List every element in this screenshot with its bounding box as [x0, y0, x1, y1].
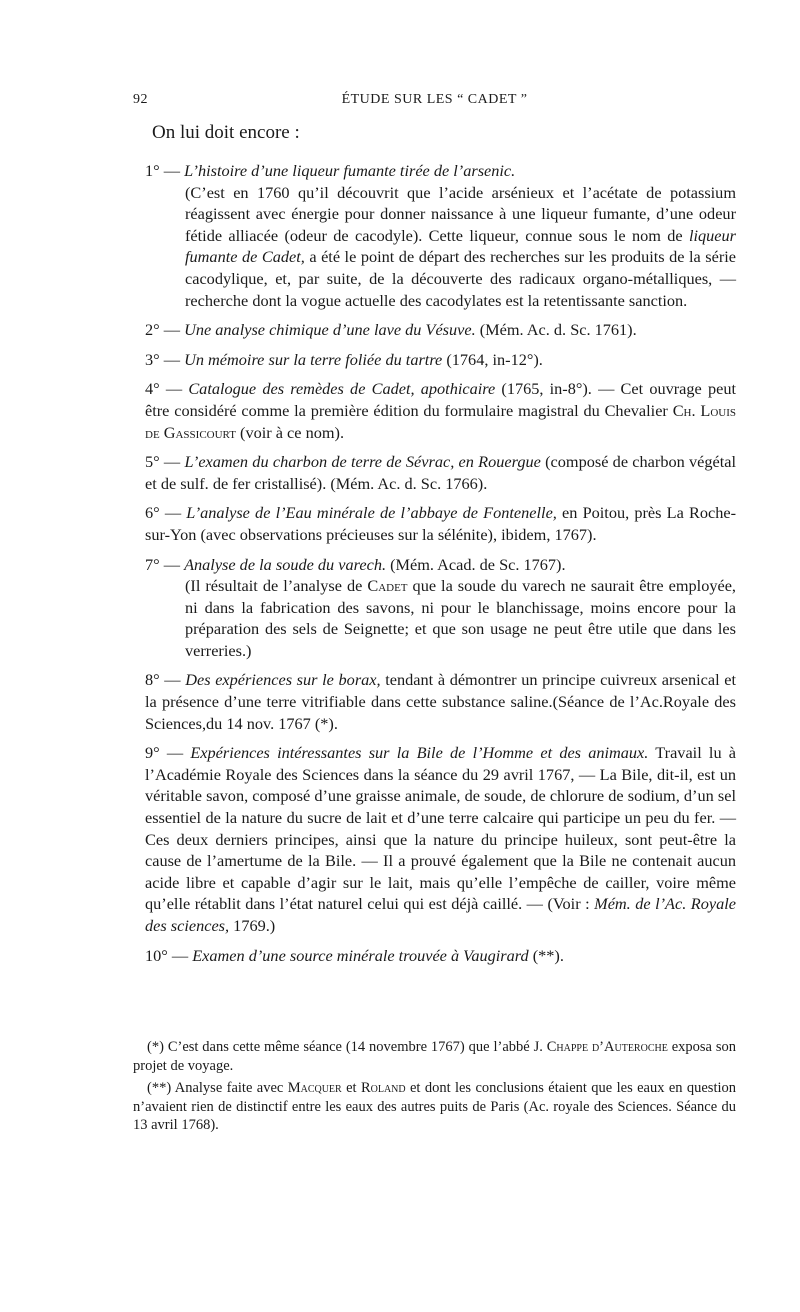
- entry-reference: Travail lu à l’Académie Royale des Sciences dans la séance du 29 avril 1767, — La Bile, dit-il, est un véritable savon, composé d’une graisse animale, de soude, de chlorure de sodium, d’un sel essentiel de la nature du sucre de lait et d’une terre calcaire qui participe un peu du fer. — Ces deux derniers principes, ainsi que la nature du principe huileux, sont peut-être la cause de l’amertume de la Bile. — Il a prouvé également que la Bile ne contenait aucun acide libre et capable d’agir sur le lait, mais qu’elle l’empêche de cailler, voire même qu’elle rétablit dans l’état naturel celui qui est déjà caillé. — (Voir :: [145, 743, 737, 914]
- person-name: Macquer: [287, 1080, 342, 1096]
- work-entry-1: 1° — L’histoire d’une liqueur fumante tirée de l’arsenic. (C’est en 1760 qu’il découvrit que l’acide arsénieux et l’acétate de potassium réagissent avec énergie pour donner naissance à une liqueur fumante, d’une odeur fétide alliacée (odeur de cacodyle). Cette liqueur, connue sous le nom de liqueur fumante de Cadet, a été le point de départ des recherches sur les produits de la série cacodylique, et, par suite, de la découverte des radicaux organo-métalliques, — recherche dont la vogue actuelle des cacodylates est la retentissante sanction.: [133, 160, 736, 311]
- intro-line: On lui doit encore :: [152, 122, 300, 143]
- entry-reference: (composé de charbon végétal et de sulf. de fer cristallisé). (Mém. Ac. d. Sc. 1766).: [145, 452, 737, 493]
- entry-number: 9°: [145, 743, 160, 763]
- work-entry-6: 6° — L’analyse de l’Eau minérale de l’abbaye de Fontenelle, en Poitou, près La Roche-sur-Yon (avec observations précieuses sur la sélénite), ibidem, 1767).: [145, 503, 736, 544]
- footnotes: [133, 1038, 736, 1139]
- work-entry-4: 4° — Catalogue des remèdes de Cadet, apothicaire (1765, in-8°). — Cet ouvrage peut être considéré comme la première édition du formulaire magistral du Chevalier Ch. Louis de Gassicourt (voir à ce nom).: [145, 379, 736, 442]
- work-entry-2: 2° — Une analyse chimique d’une lave du Vésuve. (Mém. Ac. d. Sc. 1761).: [145, 320, 637, 340]
- entry-number: 10°: [145, 945, 168, 965]
- entry-number: 7°: [145, 554, 160, 574]
- work-title: L’analyse de l’Eau minérale de l’abbaye de Fontenelle,: [186, 503, 557, 523]
- entry-reference: (Mém. Acad. de Sc. 1767).: [390, 554, 566, 574]
- work-entry-3: 3° — Un mémoire sur la terre foliée du tartre (1764, in-12°).: [145, 349, 543, 369]
- running-title: ÉTUDE SUR LES “ CADET ”: [341, 92, 528, 107]
- entry-reference: (**).: [532, 945, 564, 965]
- entry-reference: tendant à démontrer un principe cuivreux arsenical et la présence d’une terre vitrifiable dans cette substance saline.(Séance de l’Ac.Royale des Sciences,du 14 nov. 1767 (*).: [145, 670, 737, 733]
- entry-note: (Il résultait de l’analyse de Cadet que la soude du varech ne saurait être employée, ni dans la fabrication des savons, ni pour le blanchissage, moins encore pour la préparation des sels de Seignette; et que son usage ne peut être utile que dans les verreries.): [185, 576, 737, 660]
- work-title: Catalogue des remèdes de Cadet, apothicaire: [188, 379, 496, 399]
- works-list: [133, 160, 736, 974]
- work-entry-9: 9° — Expériences intéressantes sur la Bile de l’Homme et des animaux. Travail lu à l’Académie Royale des Sciences dans la séance du 29 avril 1767, — La Bile, dit-il, est un véritable savon, composé d’une graisse animale, de soude, de chlorure de sodium, d’un sel essentiel de la nature du sucre de lait et d’une terre calcaire qui participe un peu du fer. — Ces deux derniers principes, ainsi que la nature du principe huileux, sont peut-être la cause de l’amertume de la Bile. — Il a prouvé également que la Bile ne contenait aucun acide libre et capable d’agir sur le lait, mais qu’elle l’empêche de cailler, voire même qu’elle rétablit dans l’état naturel celui qui est déjà caillé. — (Voir : Mém. de l’Ac. Royale des sciences, 1769.): [145, 743, 737, 935]
- entry-note: (C’est en 1760 qu’il découvrit que l’acide arsénieux et l’acétate de potassium réagissent avec énergie pour donner naissance à une liqueur fumante, d’une odeur fétide alliacée (odeur de cacodyle). Cette liqueur, connue sous le nom de liqueur fumante de Cadet, a été le point de départ des recherches sur les produits de la série cacodylique, et, par suite, de la découverte des radicaux organo-métalliques, — recherche dont la vogue actuelle des cacodylates est la retentissante sanction.: [185, 182, 736, 310]
- work-title: Examen d’une source minérale trouvée à Vaugirard: [192, 945, 529, 965]
- work-entry-8: 8° — Des expériences sur le borax, tendant à démontrer un principe cuivreux arsenical et la présence d’une terre vitrifiable dans cette substance saline.(Séance de l’Ac.Royale des Sciences,du 14 nov. 1767 (*).: [145, 670, 737, 733]
- footnote-1: (*) C’est dans cette même séance (14 novembre 1767) que l’abbé J. Chappe d’Auteroche exposa son projet de voyage.: [133, 1039, 737, 1074]
- work-title: Expériences intéressantes sur la Bile de l’Homme et des animaux.: [190, 743, 649, 763]
- entry-number: 2°: [145, 320, 160, 340]
- work-entry-5: 5° — L’examen du charbon de terre de Sévrac, en Rouergue (composé de charbon végétal et de sulf. de fer cristallisé). (Mém. Ac. d. Sc. 1766).: [145, 452, 737, 493]
- entry-reference: (1765, in-8°). — Cet ouvrage peut être considéré comme la première édition du formulaire magistral du Chevalier: [145, 379, 736, 420]
- entry-reference: (1764, in-12°).: [446, 349, 543, 369]
- entry-number: 4°: [145, 379, 160, 399]
- page-number: 92: [133, 92, 148, 107]
- person-name: Roland: [360, 1080, 406, 1096]
- work-title: L’examen du charbon de terre de Sévrac, en Rouergue: [184, 452, 541, 472]
- work-title: L’histoire d’une liqueur fumante tirée de l’arsenic.: [184, 161, 516, 180]
- entry-number: 1°: [145, 161, 160, 180]
- footnote-2: (**) Analyse faite avec Macquer et Roland et dont les conclusions étaient que les eaux en question n’avaient rien de distinctif entre les eaux des autres puits de Paris (Ac. royale des Sciences. Séance du 13 avril 1768).: [133, 1080, 737, 1133]
- work-entry-7: 7° — Analyse de la soude du varech. (Mém. Acad. de Sc. 1767). (Il résultait de l’analyse de Cadet que la soude du varech ne saurait être employée, ni dans la fabrication des savons, ni pour le blanchissage, moins encore pour la préparation des sels de Seignette; et que son usage ne peut être utile que dans les verreries.): [133, 554, 736, 662]
- work-title: Un mémoire sur la terre foliée du tartre: [184, 349, 443, 369]
- entry-number: 5°: [145, 452, 160, 472]
- entry-number: 3°: [145, 349, 160, 369]
- page-header: [133, 92, 736, 112]
- work-title: Analyse de la soude du varech.: [184, 554, 387, 574]
- work-title: Une analyse chimique d’une lave du Vésuve.: [184, 320, 476, 340]
- work-entry-10: 10° — Examen d’une source minérale trouvée à Vaugirard (**).: [145, 945, 564, 965]
- footnote-mark: (**): [147, 1080, 172, 1096]
- person-name: Chappe d’Auteroche: [546, 1039, 668, 1055]
- entry-number: 8°: [145, 670, 160, 690]
- entry-number: 6°: [145, 503, 160, 523]
- entry-reference: (Mém. Ac. d. Sc. 1761).: [479, 320, 637, 340]
- person-name: Ch. Louis de Gassicourt: [145, 400, 736, 442]
- work-title: Des expériences sur le borax,: [185, 670, 381, 690]
- footnote-mark: (*): [147, 1039, 164, 1055]
- entry-reference: en Poitou, près La Roche-sur-Yon (avec observations précieuses sur la sélénite), ibidem, 1767).: [145, 503, 736, 544]
